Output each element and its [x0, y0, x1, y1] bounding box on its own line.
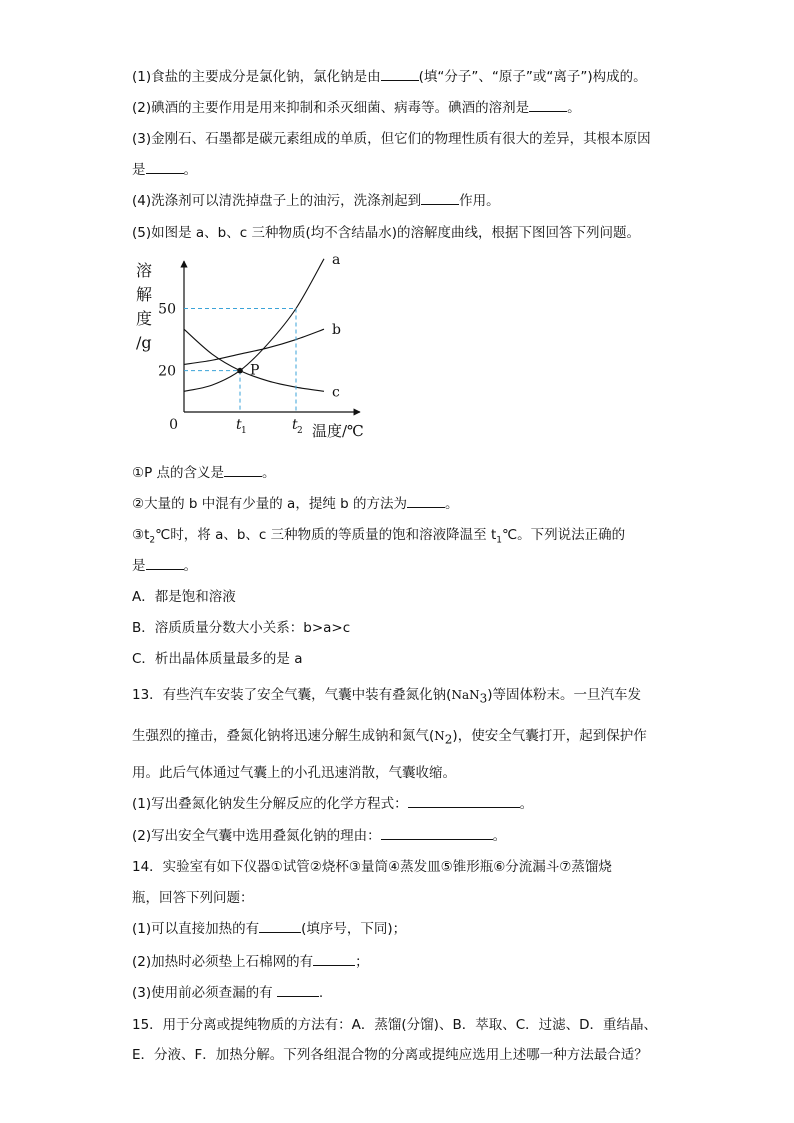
answer-blank[interactable]	[146, 161, 184, 174]
curve-label-b: b	[332, 322, 341, 339]
answer-blank[interactable]	[421, 192, 459, 205]
answer-blank[interactable]	[313, 953, 355, 966]
answer-blank[interactable]	[408, 795, 520, 808]
y-axis-label-char: 度	[136, 309, 153, 328]
option-b: B．溶质质量分数大小关系：b>a>c	[132, 620, 351, 636]
q12-sub3: $③t_2℃$时，将 a、b、c 三种物质的等质量的饱和溶液降温至 $t_1℃$。下列说法正确的	[132, 527, 626, 546]
q12-part3: (3)金刚石、石墨都是碳元素组成的单质，但它们的物理性质有很大的差异，其根本原因	[132, 131, 651, 147]
answer-blank[interactable]	[381, 827, 493, 840]
q14-stem-cont: 瓶，回答下列问题：	[132, 890, 254, 906]
curve-label-c: c	[332, 384, 340, 401]
curve-c	[184, 329, 324, 391]
answer-blank[interactable]	[259, 920, 301, 933]
q13-stem-end: 用。此后气体通过气囊上的小孔迅速消散，气囊收缩。	[132, 765, 456, 781]
answer-blank[interactable]	[407, 495, 445, 508]
q15-stem: 15．用于分离或提纯物质的方法有：A．蒸馏(分馏)、B．萃取、C．过滤、D．重结晶、	[132, 1017, 658, 1033]
y-axis-label-char: /g	[136, 333, 152, 352]
answer-blank[interactable]	[529, 99, 567, 112]
answer-blank[interactable]	[224, 464, 262, 477]
q12-sub2: ②大量的 b 中混有少量的 a，提纯 b 的方法为 。	[132, 496, 459, 512]
y-tick-20: 20	[158, 363, 176, 380]
origin-label: 0	[169, 417, 178, 433]
q13-part2: (2)写出安全气囊中选用叠氮化钠的理由： 。	[132, 828, 507, 844]
q12-part1: (1)食盐的主要成分是氯化钠，氯化钠是由 (填“分子”、“原子”或“离子”)构成的。	[132, 69, 647, 85]
curve-label-a: a	[332, 255, 341, 268]
q13-stem: 13．有些汽车安装了安全气囊，气囊中装有叠氮化钠(NaN$_3$)等固体粉末。一旦汽车发	[132, 687, 642, 706]
q14-part1: (1)可以直接加热的有 (填序号，下同)；	[132, 921, 407, 937]
q12-part2: (2)碘酒的主要作用是用来抑制和杀灭细菌、病毒等。碘酒的溶剂是 。	[132, 100, 581, 116]
point-p	[237, 368, 243, 374]
x-tick-sub-2: 2	[297, 426, 303, 436]
point-p-label: P	[250, 362, 260, 379]
solubility-chart	[132, 255, 382, 445]
q12-part4: (4)洗涤剂可以清洗掉盘子上的油污，洗涤剂起到 作用。	[132, 193, 500, 209]
q14-part3: (3)使用前必须查漏的有 .	[132, 985, 324, 1001]
x-axis-label: 温度/℃	[312, 422, 364, 440]
x-tick-sub-1: 1	[241, 426, 247, 436]
q12-part3-cont: 是 。	[132, 162, 197, 178]
y-axis-label-char: 溶	[136, 261, 153, 280]
q14-part2: (2)加热时必须垫上石棉网的有 ；	[132, 954, 369, 970]
answer-blank[interactable]	[146, 557, 184, 570]
q12-sub3-cont: 是 。	[132, 558, 197, 574]
option-a: A．都是饱和溶液	[132, 589, 236, 605]
x-tick-t2: t	[292, 417, 298, 433]
q12-part5: (5)如图是 a、b、c 三种物质(均不含结晶水)的溶解度曲线，根据下图回答下列问题。	[132, 225, 641, 241]
y-axis-label-char: 解	[136, 285, 153, 304]
q13-stem-cont: 生强烈的撞击，叠氮化钠将迅速分解生成钠和氮气$(N_2)$，使安全气囊打开，起到保护作	[132, 728, 647, 747]
option-c: C．析出晶体质量最多的是 a	[132, 651, 303, 667]
q14-stem: 14．实验室有如下仪器①试管②烧杯③量筒④蒸发皿⑤锥形瓶⑥分流漏斗⑦蒸馏烧	[132, 859, 612, 875]
answer-blank[interactable]	[381, 68, 419, 81]
q15-stem-cont: E．分液、F．加热分解。下列各组混合物的分离或提纯应选用上述哪一种方法最合适？	[132, 1047, 648, 1063]
y-tick-50: 50	[158, 301, 176, 318]
q12-sub1: ①P 点的含义是 。	[132, 465, 276, 481]
answer-blank[interactable]	[277, 984, 319, 997]
x-tick-t1: t	[236, 417, 242, 433]
q13-part1: (1)写出叠氮化钠发生分解反应的化学方程式： 。	[132, 796, 534, 812]
